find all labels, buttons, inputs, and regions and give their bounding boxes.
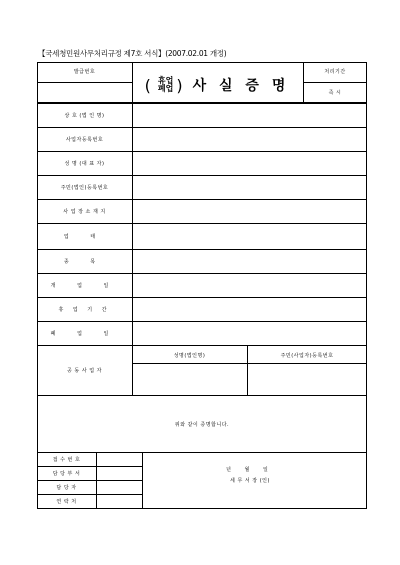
joint-id-header: 주민(사업자)등록번호 xyxy=(280,353,334,359)
processing-value: 즉 시 xyxy=(328,90,342,96)
field-label: 주민(법인)등록번호 xyxy=(60,185,109,191)
footer-row-label: 담 당 자 xyxy=(56,485,77,491)
footer-row-label: 연 락 처 xyxy=(56,499,77,505)
field-label: 사 업 장 소 재 지 xyxy=(63,209,106,215)
field-label: 업 태 xyxy=(63,234,106,240)
title-main: 사 실 증 명 xyxy=(192,78,290,94)
certify-text: 위와 같이 증명합니다. xyxy=(174,422,230,428)
form-header: 【국세청민원사무처리규정 제7호 서식】(2007.02.01 개정) xyxy=(38,49,227,58)
field-label: 휴 업 기 간 xyxy=(58,307,111,313)
field-label: 종 목 xyxy=(63,259,106,265)
doc-no-label: 발급번호 xyxy=(73,69,96,75)
issuer-signature: 세 무 서 장 (인) xyxy=(230,478,270,484)
footer-row-label: 접 수 번 호 xyxy=(52,457,81,463)
field-label: 성 명 (대 표 자) xyxy=(64,161,105,167)
footer-row-label: 담 당 부 서 xyxy=(52,471,81,477)
joint-name-header: 성명(법인명) xyxy=(173,353,206,359)
issue-date: 년 월 일 xyxy=(226,467,274,473)
joint-owner-label: 공 동 사 업 자 xyxy=(66,368,102,374)
title-closure-top: 휴업 xyxy=(157,76,174,85)
field-label: 폐 업 일 xyxy=(50,331,119,337)
field-label: 개 업 일 xyxy=(50,283,119,289)
field-label: 상 호 (법 인 명) xyxy=(64,113,105,119)
field-label: 사업자등록번호 xyxy=(65,137,104,143)
title-closure-bottom: 폐업 xyxy=(157,84,174,93)
document-title: ( 휴업 폐업 ) 사 실 증 명 xyxy=(144,75,290,95)
processing-label: 처리기간 xyxy=(324,69,346,75)
